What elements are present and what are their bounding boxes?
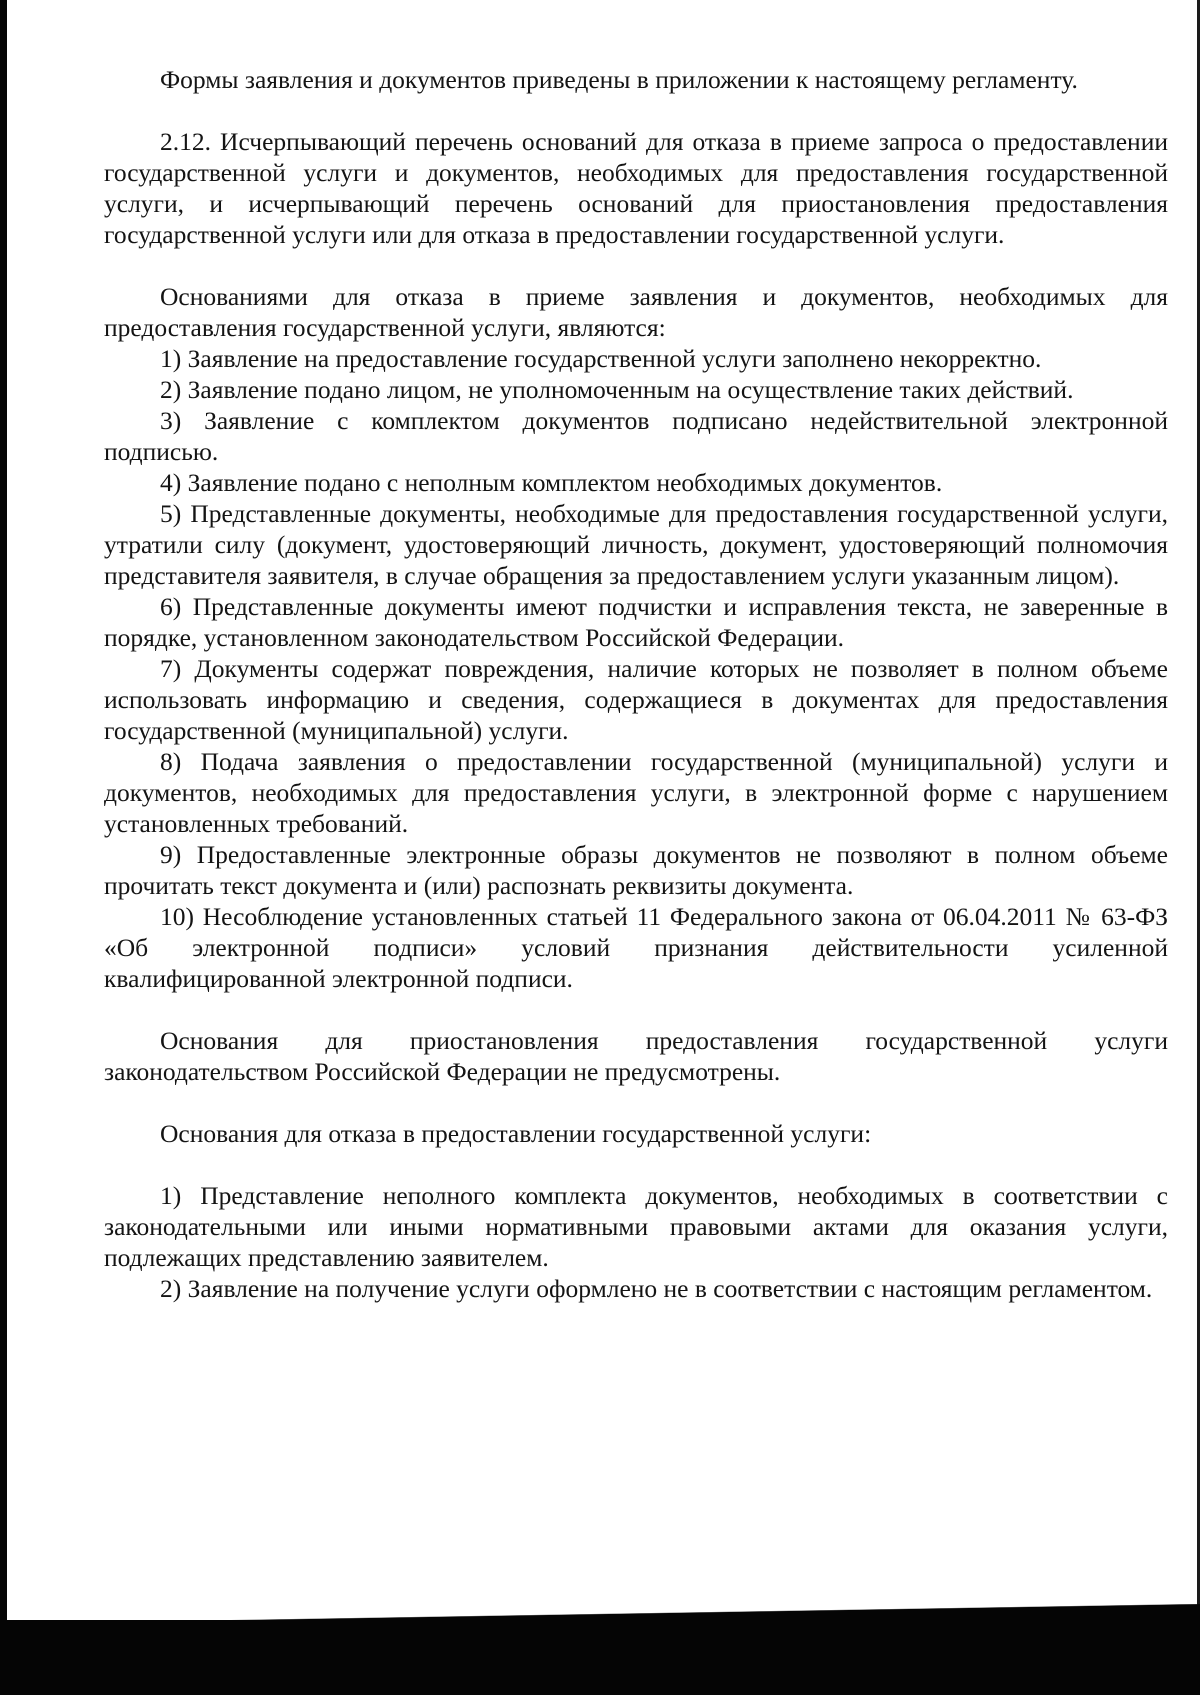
scan-left-edge <box>0 0 7 1695</box>
refusal-item-1: 1) Заявление на предоставление государственной услуги заполнено некорректно. <box>160 344 1042 373</box>
refusal-item-5: 5) Представленные документы, необходимые для предоставления государственной услуги, утратили силу (документ, удостоверяющий личность, документ, удостоверяющий полномочия представителя заявителя, в случае обращения за предоставлением услуги указанным лицом). <box>104 499 1168 590</box>
refusal-item-9: 9) Предоставленные электронные образы документов не позволяют в полном объеме прочитать текст документа и (или) распознать реквизиты документа. <box>104 840 1168 900</box>
section-heading-paragraph: 2.12. Исчерпывающий перечень оснований для отказа в приеме запроса о предоставлении государственной услуги и документов, необходимых для предоставления государственной услуги, и исчерпывающий перечень оснований для приостановления предоставления государственной услуги или для отказа в предоставлении государственной услуги. <box>104 127 1168 249</box>
refusal-item-8: 8) Подача заявления о предоставлении государственной (муниципальной) услуги и документов, необходимых для предоставления услуги, в электронной форме с нарушением установленных требований. <box>104 747 1168 838</box>
refusal-item-2: 2) Заявление подано лицом, не уполномоченным на осуществление таких действий. <box>160 375 1074 404</box>
refusal-item-10: 10) Несоблюдение установленных статьей 11 Федерального закона от 06.04.2011 № 63-ФЗ «Об электронной подписи» условий признания действительности усиленной квалифицированной электронной подписи. <box>104 902 1168 993</box>
service-refusal-intro-paragraph: Основания для отказа в предоставлении государственной услуги: <box>160 1119 872 1148</box>
forms-note-paragraph: Формы заявления и документов приведены в приложении к настоящему регламенту. <box>160 65 1078 94</box>
service-refusal-item-1: 1) Представление неполного комплекта документов, необходимых в соответствии с законодательными или иными нормативными правовыми актами для оказания услуги, подлежащих представлению заявителем. <box>104 1181 1168 1272</box>
refusal-item-3: 3) Заявление с комплектом документов подписано недействительной электронной подписью. <box>104 406 1168 466</box>
refusal-item-4: 4) Заявление подано с неполным комплектом необходимых документов. <box>160 468 943 497</box>
refusal-item-7: 7) Документы содержат повреждения, наличие которых не позволяет в полном объеме использовать информацию и сведения, содержащиеся в документах для предоставления государственной (муниципальной) услуги. <box>104 654 1168 745</box>
scan-bottom-bar <box>0 1620 1200 1695</box>
suspension-paragraph: Основания для приостановления предоставления государственной услуги законодательством Российской Федерации не предусмотрены. <box>104 1026 1168 1086</box>
service-refusal-item-2: 2) Заявление на получение услуги оформлено не в соответствии с настоящим регламентом. <box>160 1274 1153 1303</box>
refusal-item-6: 6) Представленные документы имеют подчистки и исправления текста, не заверенные в порядке, установленном законодательством Российской Федерации. <box>104 592 1168 652</box>
refusal-intro-paragraph: Основаниями для отказа в приеме заявления и документов, необходимых для предоставления государственной услуги, являются: <box>104 282 1168 342</box>
document-page <box>104 64 1168 1304</box>
